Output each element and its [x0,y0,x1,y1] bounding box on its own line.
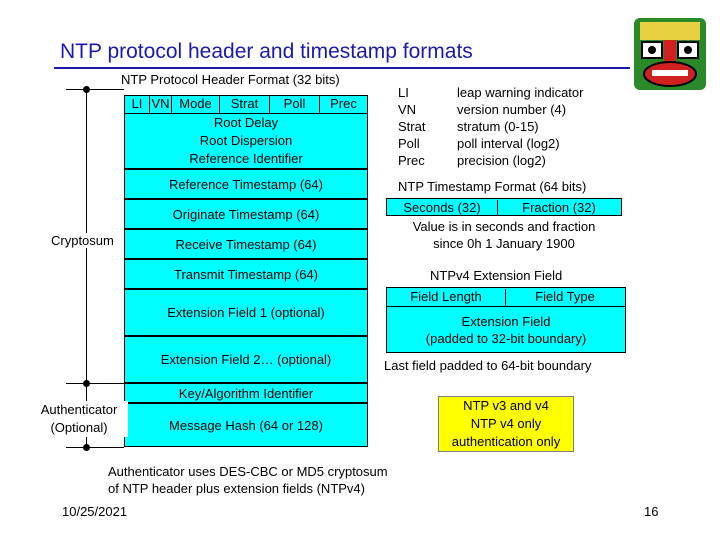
cryptosum-top-marker [83,86,90,93]
extension-field-2-box [124,336,368,383]
footer-note-line2: of NTP header plus extension fields (NTPv4) [108,481,365,496]
cryptosum-top-line [66,89,124,90]
title-underline [54,67,630,69]
cryptosum-label: Cryptosum [51,233,114,248]
originate-timestamp-box [124,199,368,229]
field-strat: Strat [220,96,270,113]
auth-note-line3: authentication only [451,434,561,449]
authenticator-label-line1: Authenticator [40,402,118,417]
fraction-field: Fraction (32) [522,200,596,215]
reference-timestamp-label: Reference Timestamp (64) [169,177,323,192]
field-length-cell: Field Length [387,289,506,306]
footer-note [108,463,388,497]
timestamp-note-line2: since 0h 1 January 1900 [433,236,575,251]
field-mode: Mode [172,96,220,113]
root-delay-row: Root Delay [213,115,279,130]
extension-padding-note: Last field padded to 64-bit boundary [384,358,592,373]
footer-note-line1: Authenticator uses DES-CBC or MD5 cryptosum [108,464,388,479]
legend-descriptions [457,84,583,169]
legend-abbr: VN [398,102,417,117]
page-number: 16 [644,504,659,519]
receive-timestamp-box [124,229,368,259]
legend-abbr: Poll [398,136,420,151]
legend-desc: leap warning indicator [457,85,584,100]
legend-desc: stratum (0-15) [457,119,539,134]
authenticator-label-line2: (Optional) [50,420,108,435]
reference-identifier-row: Reference Identifier [189,151,303,166]
extension-body-line2: (padded to 32-bit boundary) [425,331,587,346]
receive-timestamp-label: Receive Timestamp (64) [175,237,317,252]
message-hash-box [124,403,368,447]
timestamp-format-box [386,198,622,216]
root-dispersion-row: Root Dispersion [199,133,293,148]
extension-field-1-label: Extension Field 1 (optional) [167,305,325,320]
legend-abbr: Prec [398,153,425,168]
legend-abbr: LI [398,85,409,100]
auth-note-line1: NTP v3 and v4 [463,398,549,413]
transmit-timestamp-label: Transmit Timestamp (64) [174,267,318,282]
extension-body-line1: Extension Field [461,314,551,329]
legend-abbr: Strat [398,119,426,134]
cryptosum-bottom-line [66,383,124,384]
authenticator-bottom-line [66,447,124,448]
slide-title: NTP protocol header and timestamp formats [60,40,473,63]
authenticator-label [30,401,128,437]
field-prec: Prec [330,96,357,111]
header-box [124,95,368,169]
transmit-timestamp-box [124,259,368,289]
field-type-cell: Field Type [535,289,595,304]
message-hash-label: Message Hash (64 or 128) [169,418,323,433]
field-li: LI [125,96,150,113]
header-format-heading: NTP Protocol Header Format (32 bits) [121,72,340,87]
authenticator-bottom-marker [83,444,90,451]
extension-field-1-box [124,289,368,336]
reference-timestamp-box [124,169,368,199]
seconds-field: Seconds (32) [387,200,498,216]
field-vn: VN [150,96,172,113]
extension-format-box [386,287,626,353]
extension-field-2-label: Extension Field 2… (optional) [160,352,332,367]
slide-date: 10/25/2021 [62,504,128,519]
mayan-mask-logo-icon [632,14,708,94]
timestamp-note-line1: Value is in seconds and fraction [412,219,596,234]
legend-desc: poll interval (log2) [457,136,560,151]
extension-format-header-row [387,288,625,307]
legend-desc: precision (log2) [457,153,546,168]
field-poll: Poll [270,96,320,113]
extension-format-heading: NTPv4 Extension Field [430,268,563,283]
auth-version-note [438,396,574,452]
header-fields-row [125,96,367,114]
legend-abbrs [398,84,425,169]
legend-desc: version number (4) [457,102,567,117]
extension-format-body [387,313,625,347]
timestamp-format-note [386,218,622,252]
timestamp-format-heading: NTP Timestamp Format (64 bits) [398,179,587,194]
auth-note-line2: NTP v4 only [470,416,542,431]
key-identifier-label: Key/Algorithm Identifier [178,386,314,401]
key-identifier-box [124,383,368,403]
originate-timestamp-label: Originate Timestamp (64) [172,207,320,222]
